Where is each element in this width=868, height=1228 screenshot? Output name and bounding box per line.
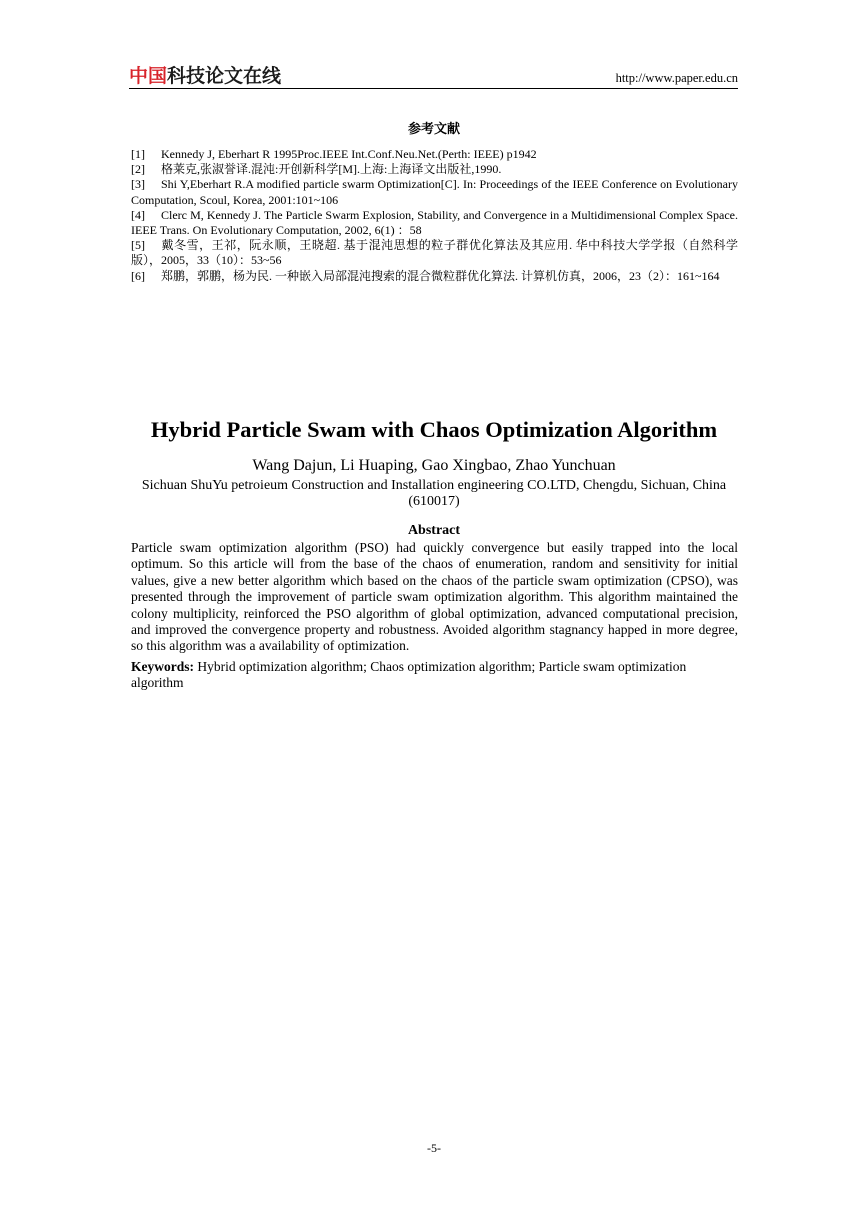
- reference-item: [131, 269, 738, 284]
- reference-item: [131, 177, 738, 207]
- reference-item: [131, 238, 738, 268]
- reference-number: [1]: [131, 147, 145, 161]
- reference-number: [5]: [131, 238, 145, 253]
- paper-affiliation: Sichuan ShuYu petroieum Construction and Installation engineering CO.LTD, Chengdu, Sichuan, China (610017): [141, 478, 727, 509]
- keywords-label: Keywords:: [131, 659, 194, 674]
- logo-text-red: 中国: [129, 65, 168, 87]
- abstract-heading: Abstract: [407, 523, 461, 538]
- logo-text-dark: 科技论文在线: [167, 65, 282, 87]
- paper-title: Hybrid Particle Swam with Chaos Optimization Algorithm: [150, 417, 718, 442]
- reference-number: [2]: [131, 162, 145, 177]
- reference-item: [131, 162, 738, 177]
- reference-text: Shi Y,Eberhart R.A modified particle swarm Optimization[C]. In: Proceedings of the IEEE Conference on Evolutionary Computation, Scoul, Korea, 2001:101~106: [131, 177, 738, 207]
- reference-number: [4]: [131, 207, 145, 222]
- page-number: -5-: [427, 1141, 441, 1155]
- references-list: [131, 147, 738, 284]
- paper-authors: Wang Dajun, Li Huaping, Gao Xingbao, Zhao Yunchuan: [252, 457, 616, 474]
- reference-text: 戴冬雪，王祁，阮永顺，王晓超. 基于混沌思想的粒子群优化算法及其应用. 华中科技大学学报（自然科学版），2005，33（10）：53~56: [131, 238, 738, 268]
- header-url[interactable]: http://www.paper.edu.cn: [615, 71, 738, 85]
- journal-logo: [129, 61, 281, 88]
- abstract-body: Particle swam optimization algorithm (PSO) had quickly convergence but easily trapped into the local optimum. So this article will from the base of the chaos of enumeration, random and sensitivity for initial values, give a new better algorithm which based on the chaos of the particle swam optimization (CPSO), was presented through the improvement of particle swam optimization algorithm. This algorithm maintained the colony multiplicity, reinforced the PSO algorithm of global optimization, advanced computational precision, and improved the convergence property and robustness. Avoided algorithm stagnancy happed in more degree, so this algorithm was a availability of optimization.: [131, 540, 738, 654]
- reference-item: [131, 147, 738, 162]
- references-heading: 参考文献: [407, 122, 460, 137]
- reference-number: [6]: [131, 268, 145, 283]
- reference-item: [131, 208, 738, 238]
- keywords: [131, 659, 738, 692]
- reference-text: 格莱克,张淑誉译.混沌:开创新科学[M].上海:上海译文出版社,1990.: [161, 162, 502, 177]
- reference-text: Clerc M, Kennedy J. The Particle Swarm Explosion, Stability, and Convergence in a Multidimensional Complex Space. IEEE Trans. On Evolutionary Computation, 2002, 6(1) ：58: [131, 207, 738, 238]
- page-header: [129, 58, 738, 89]
- reference-text: 郑鹏，郭鹏，杨为民. 一种嵌入局部混沌搜索的混合微粒群优化算法. 计算机仿真，2006，23（2）：161~164: [161, 268, 720, 283]
- keywords-text: Hybrid optimization algorithm; Chaos optimization algorithm; Particle swam optimization algorithm: [131, 659, 687, 691]
- reference-text: Kennedy J, Eberhart R 1995Proc.IEEE Int.Conf.Neu.Net.(Perth: IEEE) p1942: [161, 147, 537, 161]
- reference-number: [3]: [131, 177, 145, 192]
